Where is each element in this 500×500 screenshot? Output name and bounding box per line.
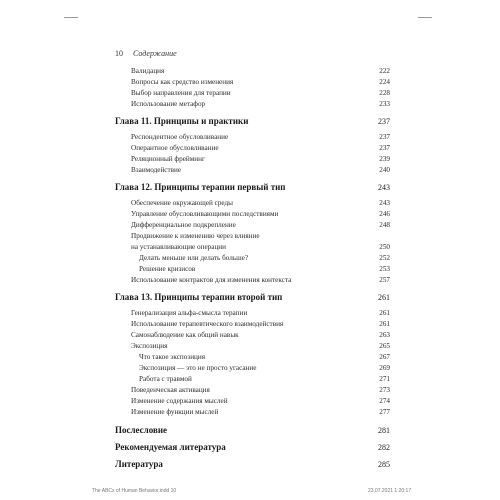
toc-entry-page: 274 [379, 397, 390, 405]
toc-entry [0, 143, 500, 154]
toc-entry-title: Респондентное обусловливание [131, 133, 229, 141]
toc-entry-page: 224 [379, 78, 390, 86]
toc-entry-title: Генерализация альфа-смысла терапии [131, 309, 248, 317]
toc-chapter-entry [0, 459, 500, 470]
toc-entry-page: 282 [378, 443, 390, 452]
toc-entry-title: Валидация [131, 67, 165, 75]
toc-entry-page: 248 [379, 221, 390, 229]
toc-entry-page: 237 [378, 117, 390, 126]
toc-entry-page: 246 [379, 210, 390, 218]
toc-entry-title: Самонаблюдение как общий навык [131, 331, 239, 339]
print-slug-file: The ABCs of Human Behavior.indd 10 [92, 488, 177, 494]
toc-entry [0, 209, 500, 220]
toc-chapter-entry [0, 425, 500, 436]
toc-chapter-entry [0, 116, 500, 127]
toc-entry [0, 154, 500, 165]
toc-entry-title: Взаимодействие [131, 166, 182, 174]
toc-entry-title: Глава 12. Принципы терапии первый тип [115, 182, 286, 192]
toc-entry [0, 396, 500, 407]
toc-entry-title: Глава 13. Принципы терапии второй тип [115, 292, 283, 302]
toc-entry [0, 330, 500, 341]
toc-chapter-entry [0, 442, 500, 453]
toc-entry-title: Обеспечение окружающей среды [131, 199, 233, 207]
toc-entry-page: 237 [379, 133, 390, 141]
toc-entry [0, 407, 500, 418]
crop-mark-left [64, 17, 78, 18]
toc-entry [0, 165, 500, 176]
toc-entry [0, 319, 500, 330]
toc-entry [0, 275, 500, 286]
toc-entry [0, 66, 500, 77]
toc-entry [0, 363, 500, 374]
toc-entry-title: Делать меньше или делать больше? [139, 254, 249, 262]
toc-entry-page: 261 [378, 293, 390, 302]
toc-entry-page: 243 [379, 199, 390, 207]
toc-entry [0, 308, 500, 319]
toc-entry-title: Дифференциальное подкрепление [131, 221, 236, 229]
toc-entry-page: 233 [379, 100, 390, 108]
toc-entry [0, 231, 500, 242]
toc-entry-page: 285 [378, 460, 390, 469]
toc-entry-title: Глава 11. Принципы и практики [115, 116, 249, 126]
toc-entry [0, 88, 500, 99]
toc-entry [0, 374, 500, 385]
toc-chapter-entry [0, 182, 500, 193]
toc-entry-title: Экспозиция — это не просто угасание [139, 364, 257, 372]
toc-entry-page: 261 [379, 320, 390, 328]
toc-entry [0, 385, 500, 396]
toc-entry [0, 77, 500, 88]
toc-entry-title: Управление обусловливающими последствиями [131, 210, 279, 218]
toc-entry-title: Литература [115, 459, 163, 469]
toc-entry-page: 250 [379, 243, 390, 251]
toc-entry-page: 222 [379, 67, 390, 75]
toc-entry-title: Использование контрактов для изменения контекста [131, 276, 292, 284]
toc-entry [0, 99, 500, 110]
toc-entry-page: 252 [379, 254, 390, 262]
toc-entry-title: Оперантное обусловливание [131, 144, 219, 152]
toc-entry-title: Реляционный фрейминг [131, 155, 205, 163]
toc-entry [0, 220, 500, 231]
toc-entry-page: 253 [379, 265, 390, 273]
toc-entry-page: 239 [379, 155, 390, 163]
toc-entry-page: 271 [379, 375, 390, 383]
toc-entry-page: 243 [378, 183, 390, 192]
toc-entry-page: 261 [379, 309, 390, 317]
toc-chapter-entry [0, 292, 500, 303]
toc-entry [0, 341, 500, 352]
toc-entry-title: Что такое экспозиция [139, 353, 206, 361]
toc-entry [0, 253, 500, 264]
toc-entry-page: 281 [378, 426, 390, 435]
toc-entry-title: Поведенческая активация [131, 386, 210, 394]
toc-entry-title: Использование метафор [131, 100, 206, 108]
toc-entry-page: 240 [379, 166, 390, 174]
toc-entry-title: Послесловие [115, 425, 168, 435]
toc-entry-title: Изменение содержания мыслей [131, 397, 228, 405]
toc-entry-page: 267 [379, 353, 390, 361]
toc-entry [0, 198, 500, 209]
toc-entry [0, 242, 500, 253]
toc-entry-page: 228 [379, 89, 390, 97]
toc-entry-page: 237 [379, 144, 390, 152]
print-slug-date: 23.07.2021 1:20:17 [368, 488, 412, 494]
toc-entry-page: 269 [379, 364, 390, 372]
toc-entry-title: Использование терапевтического взаимодействия [131, 320, 284, 328]
toc-entry-page: 265 [379, 342, 390, 350]
toc-entry-title: Работа с травмой [139, 375, 192, 383]
crop-mark-right [418, 17, 432, 18]
toc-entry-title: Продвижение к изменению через влияние [131, 232, 260, 240]
toc-entry-page: 273 [379, 386, 390, 394]
toc-entry-page: 263 [379, 331, 390, 339]
toc-entry-page: 257 [379, 276, 390, 284]
toc-entry [0, 264, 500, 275]
toc-entry-title: на устанавливающие операции [131, 243, 226, 251]
running-title: Содержание [133, 49, 177, 58]
toc-entry-title: Экспозиция [131, 342, 168, 350]
toc-entry-title: Вопросы как средство изменения [131, 78, 234, 86]
running-header [115, 49, 177, 58]
toc-entry-title: Изменение функции мыслей [131, 408, 219, 416]
toc-entry-page: 277 [379, 408, 390, 416]
page-number: 10 [115, 49, 123, 58]
toc-entry [0, 352, 500, 363]
toc-entry-title: Рекомендуемая литература [115, 442, 226, 452]
toc-entry-title: Выбор направления для терапии [131, 89, 231, 97]
toc-entry-title: Решение кризисов [139, 265, 196, 273]
toc-entry [0, 132, 500, 143]
